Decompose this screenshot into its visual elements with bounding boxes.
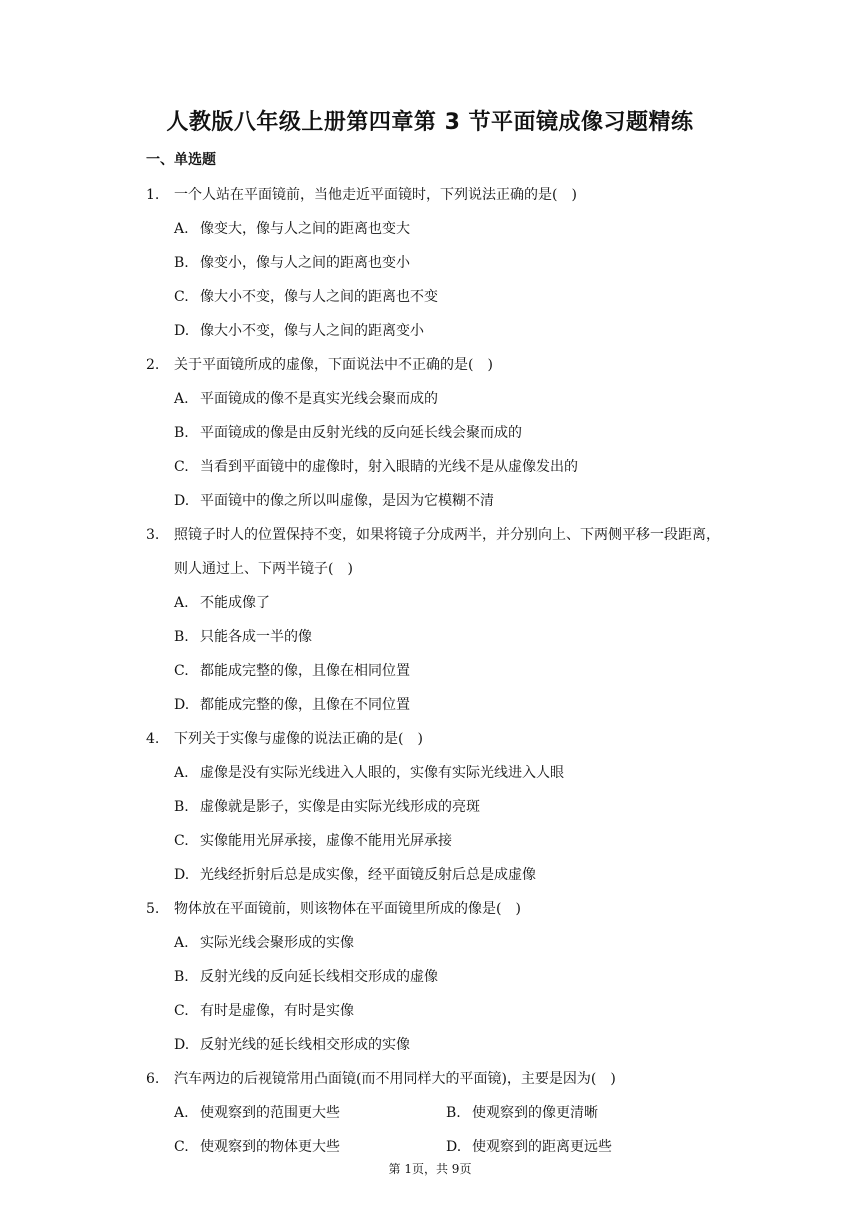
question-stem	[146, 892, 726, 926]
option-list	[146, 1096, 726, 1164]
option-letter: D.	[174, 1037, 190, 1053]
question-stem	[146, 722, 726, 756]
option-text: 使观察到的距离更远些	[472, 1139, 612, 1155]
option-b	[174, 790, 726, 824]
option-letter: B.	[174, 425, 189, 441]
question-stem	[146, 348, 726, 382]
question-number: 2.	[146, 357, 160, 373]
option-c	[174, 994, 726, 1028]
question-3	[146, 518, 726, 722]
section-heading: 一、单选题	[146, 152, 216, 168]
question-number: 3.	[146, 527, 160, 543]
option-d	[174, 688, 726, 722]
option-letter: A.	[174, 935, 189, 951]
option-text: 实像能用光屏承接，虚像不能用光屏承接	[200, 833, 452, 849]
question-2	[146, 348, 726, 518]
question-text: 下列关于实像与虚像的说法正确的是( )	[174, 731, 423, 747]
option-letter: B.	[174, 255, 189, 271]
option-b	[174, 960, 726, 994]
option-b	[446, 1096, 718, 1130]
option-b	[174, 416, 726, 450]
option-text: 平面镜成的像是由反射光线的反向延长线会聚而成的	[200, 425, 522, 441]
option-letter: A.	[174, 221, 189, 237]
option-text: 像变大，像与人之间的距离也变大	[200, 221, 410, 237]
option-a	[174, 756, 726, 790]
question-list	[146, 178, 726, 1164]
option-text: 都能成完整的像，且像在不同位置	[200, 697, 410, 713]
question-stem	[146, 518, 726, 586]
option-b	[174, 620, 726, 654]
question-number: 5.	[146, 901, 160, 917]
option-text: 使观察到的范围更大些	[200, 1105, 340, 1121]
option-d	[174, 858, 726, 892]
question-6	[146, 1062, 726, 1164]
option-text: 使观察到的物体更大些	[200, 1139, 340, 1155]
option-text: 当看到平面镜中的虚像时，射入眼睛的光线不是从虚像发出的	[200, 459, 578, 475]
option-list	[146, 382, 726, 518]
question-1	[146, 178, 726, 348]
option-d	[174, 1028, 726, 1062]
option-c	[174, 280, 726, 314]
option-text: 像大小不变，像与人之间的距离变小	[200, 323, 424, 339]
question-text: 一个人站在平面镜前，当他走近平面镜时，下列说法正确的是( )	[174, 187, 577, 203]
option-d	[174, 484, 726, 518]
option-c	[174, 450, 726, 484]
option-d	[174, 314, 726, 348]
option-letter: A.	[174, 1105, 189, 1121]
option-letter: D.	[174, 697, 190, 713]
option-list	[146, 212, 726, 348]
document-title: 人教版八年级上册第四章第 3 节平面镜成像习题精练	[166, 110, 694, 135]
option-c	[174, 824, 726, 858]
option-c	[174, 654, 726, 688]
option-letter: C.	[174, 459, 189, 475]
option-text: 平面镜中的像之所以叫虚像，是因为它模糊不清	[200, 493, 494, 509]
option-text: 光线经折射后总是成实像，经平面镜反射后总是成虚像	[200, 867, 536, 883]
question-stem	[146, 178, 726, 212]
option-letter: B.	[174, 629, 189, 645]
option-letter: C.	[174, 289, 189, 305]
option-letter: C.	[174, 833, 189, 849]
option-letter: A.	[174, 391, 189, 407]
option-letter: C.	[174, 663, 189, 679]
option-letter: D.	[174, 867, 190, 883]
option-text: 平面镜成的像不是真实光线会聚而成的	[200, 391, 438, 407]
option-a	[174, 382, 726, 416]
option-a	[174, 586, 726, 620]
question-4	[146, 722, 726, 892]
option-list	[146, 586, 726, 722]
option-list	[146, 926, 726, 1062]
option-letter: C.	[174, 1139, 189, 1155]
option-b	[174, 246, 726, 280]
option-a	[174, 212, 726, 246]
option-text: 只能各成一半的像	[200, 629, 312, 645]
option-a	[174, 926, 726, 960]
question-text: 物体放在平面镜前，则该物体在平面镜里所成的像是( )	[174, 901, 521, 917]
question-stem	[146, 1062, 726, 1096]
option-list	[146, 756, 726, 892]
option-letter: A.	[174, 765, 189, 781]
option-a	[174, 1096, 446, 1130]
option-letter: C.	[174, 1003, 189, 1019]
question-text: 照镜子时人的位置保持不变，如果将镜子分成两半，并分别向上、下两侧平移一段距离，则人通过上、下两半镜子( )	[174, 527, 720, 577]
option-text: 反射光线的延长线相交形成的实像	[200, 1037, 410, 1053]
option-letter: B.	[446, 1105, 461, 1121]
option-text: 虚像就是影子，实像是由实际光线形成的亮斑	[200, 799, 480, 815]
option-text: 有时是虚像，有时是实像	[200, 1003, 354, 1019]
question-text: 汽车两边的后视镜常用凸面镜(而不用同样大的平面镜)，主要是因为( )	[174, 1071, 616, 1087]
question-number: 6.	[146, 1071, 160, 1087]
option-text: 使观察到的像更清晰	[472, 1105, 598, 1121]
option-letter: B.	[174, 969, 189, 985]
option-letter: D.	[174, 323, 190, 339]
option-letter: D.	[174, 493, 190, 509]
question-number: 4.	[146, 731, 160, 747]
option-text: 实际光线会聚形成的实像	[200, 935, 354, 951]
option-letter: B.	[174, 799, 189, 815]
option-text: 都能成完整的像，且像在相同位置	[200, 663, 410, 679]
option-letter: A.	[174, 595, 189, 611]
option-text: 像大小不变，像与人之间的距离也不变	[200, 289, 438, 305]
page-footer: 第 1页，共 9页	[388, 1162, 472, 1176]
option-text: 不能成像了	[200, 595, 270, 611]
option-letter: D.	[446, 1139, 462, 1155]
option-text: 虚像是没有实际光线进入人眼的，实像有实际光线进入人眼	[200, 765, 564, 781]
option-d	[446, 1130, 718, 1164]
option-text: 像变小，像与人之间的距离也变小	[200, 255, 410, 271]
question-text: 关于平面镜所成的虚像，下面说法中不正确的是( )	[174, 357, 493, 373]
option-c	[174, 1130, 446, 1164]
option-text: 反射光线的反向延长线相交形成的虚像	[200, 969, 438, 985]
question-5	[146, 892, 726, 1062]
question-number: 1.	[146, 187, 160, 203]
